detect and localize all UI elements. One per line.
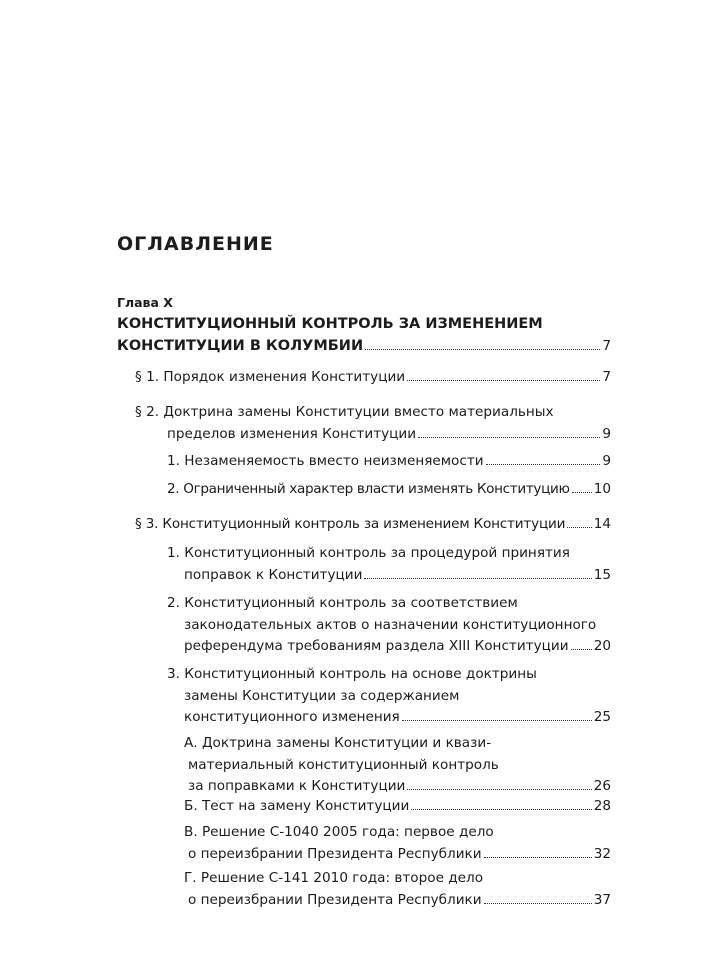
dot-leader [484, 902, 592, 904]
chapter-title [117, 313, 611, 357]
dot-leader [364, 577, 591, 579]
chapter-page-number: 7 [602, 338, 611, 354]
toc-entry [184, 868, 611, 911]
dot-leader [407, 788, 591, 790]
toc-page-number: 32 [593, 845, 611, 862]
dot-leader [407, 379, 600, 381]
toc-entry-text: поправок к Конституции [184, 566, 363, 583]
chapter-title-line2: КОНСТИТУЦИИ В КОЛУМБИИ [117, 338, 364, 354]
dot-leader [567, 526, 591, 528]
toc-entry [184, 733, 611, 798]
toc-page-number: 14 [593, 516, 611, 532]
toc-entry [184, 822, 611, 865]
toc-entry [184, 796, 611, 818]
toc-page-number: 9 [602, 453, 611, 469]
toc-entry-text: 1. Незаменяемость вместо неизменяемости [167, 453, 484, 469]
toc-entry [135, 514, 611, 536]
toc-entry-text: конституционного изменения [184, 709, 400, 725]
toc-entry-text: 3. Конституционный контроль на основе доктрины [167, 666, 537, 682]
toc-entry [167, 479, 611, 501]
toc-entry-text: о переизбрании Президента Республики [188, 845, 482, 862]
chapter-title-line2-row [117, 335, 611, 357]
toc-entry-text: за поправками к Конституции [188, 778, 406, 794]
toc-entry [135, 402, 611, 445]
toc-entry [167, 451, 611, 473]
toc-entry-text: пределов изменения Конституции [167, 425, 417, 442]
toc-entry-text: 2. Ограниченный характер власти изменять Конституцию [167, 481, 570, 497]
toc-page-number: 25 [593, 709, 611, 725]
toc-entry-text: материальный конституционный контроль [188, 756, 499, 773]
toc-page-number: 20 [593, 638, 611, 654]
toc-page-number: 7 [602, 369, 611, 385]
toc-entry-text: Г. Решение С-141 2010 года: второе дело [184, 870, 484, 886]
toc-entry [167, 664, 611, 729]
toc-page-number: 26 [593, 778, 611, 794]
toc-page-number: 28 [593, 798, 611, 814]
dot-leader [418, 436, 600, 438]
toc-entry-text: § 2. Доктрина замены Конституции вместо материальных [135, 404, 554, 420]
toc-page-number: 15 [593, 566, 611, 583]
toc-entry-text: § 1. Порядок изменения Конституции [135, 369, 406, 385]
toc-page-number: 37 [593, 891, 611, 908]
toc-entry-text: В. Решение С-1040 2005 года: первое дело [184, 824, 494, 840]
dot-leader [411, 808, 591, 810]
toc-entry-text: 2. Конституционный контроль за соответствием [167, 595, 518, 611]
dot-leader [486, 463, 601, 465]
toc-page-number: 9 [602, 425, 611, 442]
toc-entry-text: 1. Конституционный контроль за процедурой принятия [167, 545, 570, 561]
dot-leader [571, 648, 592, 650]
toc-entry-text: А. Доктрина замены Конституции и квази- [184, 735, 492, 751]
toc-entry-text: замены Конституции за содержанием [184, 687, 460, 704]
toc-page-number: 10 [593, 481, 611, 497]
toc-entry [167, 593, 611, 658]
toc-entry-text: законодательных актов о назначении конституционного [184, 616, 597, 633]
dot-leader [572, 491, 592, 493]
dot-leader [365, 348, 600, 350]
toc-heading: ОГЛАВЛЕНИЕ [117, 233, 274, 255]
dot-leader [484, 856, 592, 858]
toc-entry [135, 367, 611, 389]
toc-entry-text: § 3. Конституционный контроль за изменением Конституции [135, 516, 566, 532]
dot-leader [402, 719, 592, 721]
chapter-title-line1: КОНСТИТУЦИОННЫЙ КОНТРОЛЬ ЗА ИЗМЕНЕНИЕМ [117, 316, 543, 332]
chapter-label: Глава X [117, 295, 173, 310]
toc-entry [167, 543, 611, 586]
toc-entry-text: Б. Тест на замену Конституции [184, 798, 410, 814]
toc-entry-text: о переизбрании Президента Республики [188, 891, 482, 908]
toc-entry-text: референдума требованиям раздела XIII Конституции [184, 638, 569, 654]
